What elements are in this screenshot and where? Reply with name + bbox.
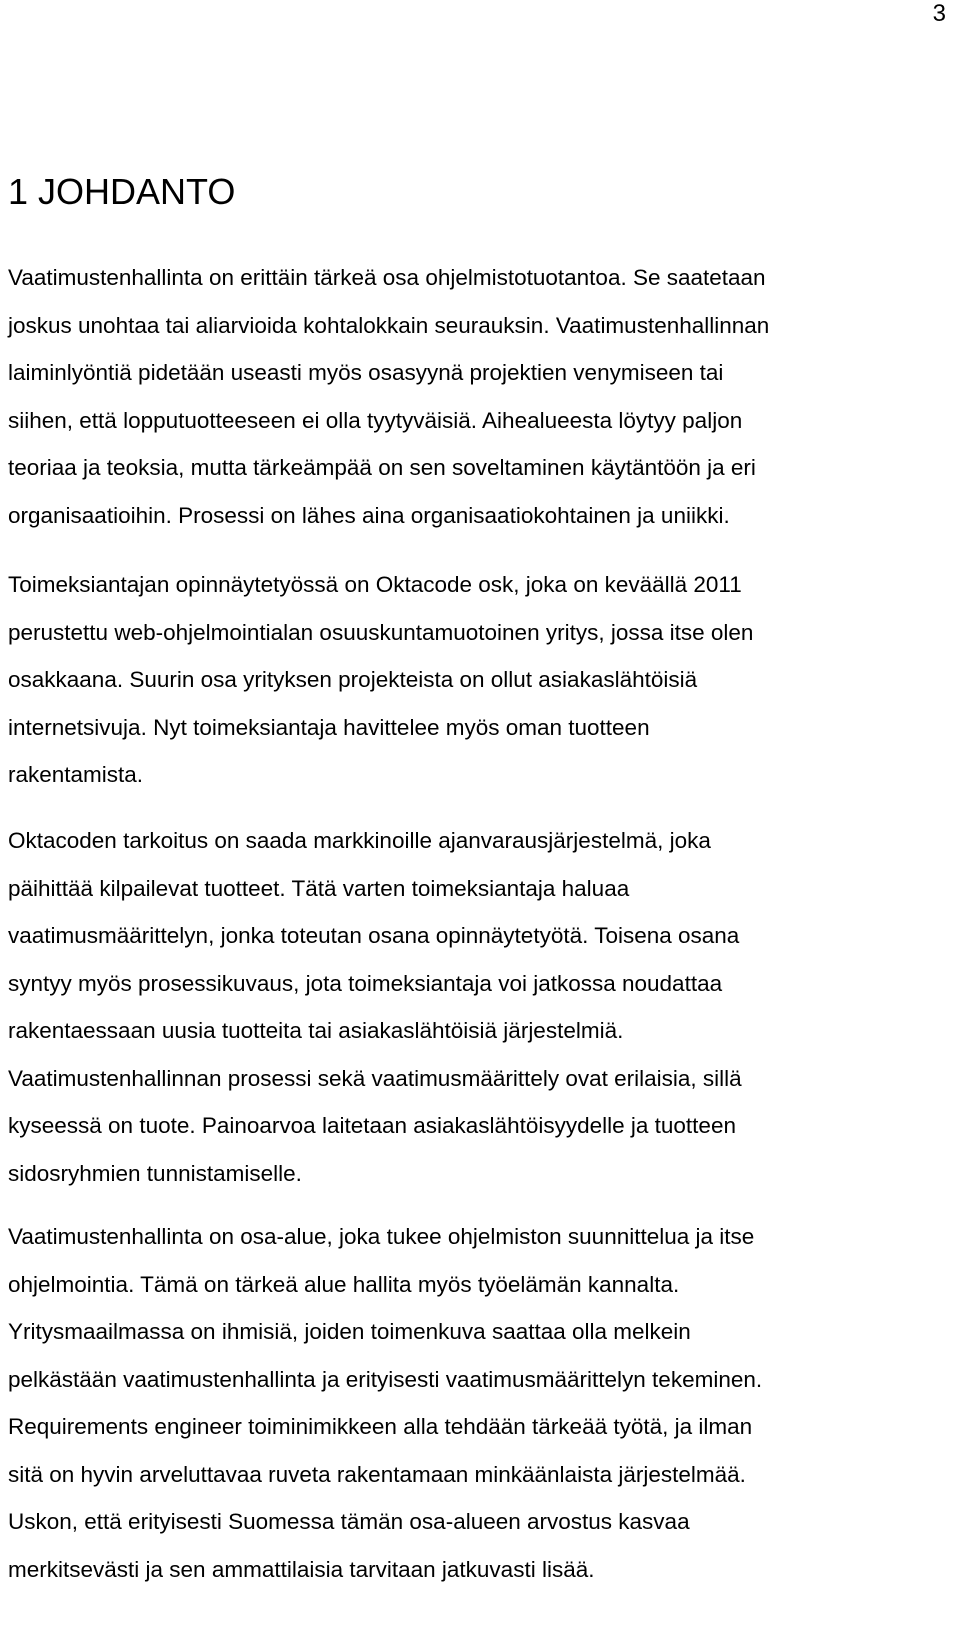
paragraph-goal: [8, 817, 742, 1197]
text-line: sidosryhmien tunnistamiselle.: [8, 1160, 302, 1186]
paragraph-intro: [8, 254, 769, 539]
text-line: teoriaa ja teoksia, mutta tärkeämpää on sen soveltaminen käytäntöön ja eri: [8, 455, 756, 480]
text-line: sitä on hyvin arveluttavaa ruveta rakentamaan minkäänlaista järjestelmää.: [8, 1461, 746, 1487]
text-line: Toimeksiantajan opinnäytetyössä on Oktacode osk, joka on keväällä 2011: [8, 572, 742, 597]
text-line: rakentamista.: [8, 762, 144, 787]
chapter-heading: 1 JOHDANTO: [8, 171, 236, 212]
text-line: Requirements engineer toiminimikkeen alla tehdään tärkeää työtä, ja ilman: [8, 1414, 753, 1439]
text-line: Vaatimustenhallinnan prosessi sekä vaatimusmäärittely ovat erilaisia, sillä: [8, 1065, 742, 1091]
text-line: pelkästään vaatimustenhallinta ja erityisesti vaatimusmäärittelyn tekeminen.: [8, 1366, 763, 1392]
text-line: joskus unohtaa tai aliarvioida kohtalokkain seurauksin. Vaatimustenhallinnan: [8, 312, 770, 338]
text-line: siihen, että lopputuotteeseen ei olla tyytyväisiä. Aihealueesta löytyy paljon: [8, 407, 743, 433]
text-line: merkitsevästi ja sen ammattilaisia tarvitaan jatkuvasti lisää.: [8, 1556, 595, 1582]
text-line: Yritysmaailmassa on ihmisiä, joiden toimenkuva saattaa olla melkein: [8, 1319, 691, 1344]
text-line: perustettu web-ohjelmointialan osuuskuntamuotoinen yritys, jossa itse olen: [8, 619, 754, 645]
text-line: syntyy myös prosessikuvaus, jota toimeksiantaja voi jatkossa noudattaa: [8, 970, 723, 996]
text-line: Oktacoden tarkoitus on saada markkinoille ajanvarausjärjestelmä, joka: [8, 828, 711, 853]
text-line: Uskon, että erityisesti Suomessa tämän osa-alueen arvostus kasvaa: [8, 1509, 690, 1534]
page-number: 3: [932, 0, 946, 27]
text-line: osakkaana. Suurin osa yrityksen projekteista on ollut asiakaslähtöisiä: [8, 667, 698, 692]
text-line: kyseessä on tuote. Painoarvoa laitetaan asiakaslähtöisyydelle ja tuotteen: [8, 1113, 736, 1138]
text-line: ohjelmointia. Tämä on tärkeä alue hallita myös työelämän kannalta.: [8, 1271, 680, 1297]
text-line: vaatimusmäärittelyn, jonka toteutan osana opinnäytetyötä. Toisena osana: [8, 923, 740, 948]
text-line: laiminlyöntiä pidetään useasti myös osasyynä projektien venymiseen tai: [8, 360, 724, 385]
text-line: internetsivuja. Nyt toimeksiantaja havittelee myös oman tuotteen: [8, 714, 650, 740]
text-line: rakentaessaan uusia tuotteita tai asiakaslähtöisiä järjestelmiä.: [8, 1018, 624, 1043]
paragraph-importance: [8, 1213, 762, 1593]
text-line: organisaatioihin. Prosessi on lähes aina organisaatiokohtainen ja uniikki.: [8, 502, 730, 528]
text-line: Vaatimustenhallinta on osa-alue, joka tukee ohjelmiston suunnittelua ja itse: [8, 1224, 755, 1249]
text-line: päihittää kilpailevat tuotteet. Tätä varten toimeksiantaja haluaa: [8, 875, 630, 901]
paragraph-client: [8, 561, 753, 799]
text-line: Vaatimustenhallinta on erittäin tärkeä osa ohjelmistotuotantoa. Se saatetaan: [8, 265, 766, 290]
